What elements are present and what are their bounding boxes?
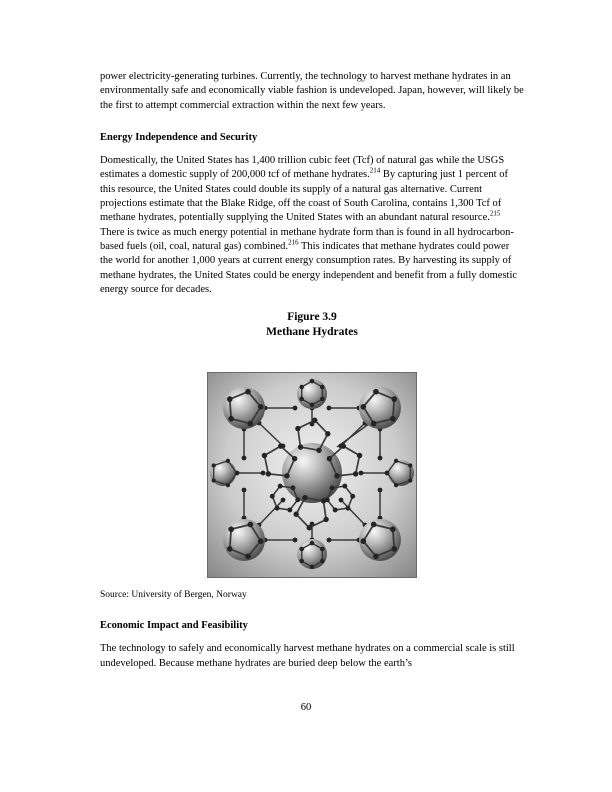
footnote-ref-215: 215 [489, 209, 501, 218]
figure-caption [100, 310, 524, 340]
footnote-ref-216: 216 [288, 238, 299, 247]
figure-source: Source: University of Bergen, Norway [100, 590, 247, 601]
text-segment: By capturing just 1 percent of this resource, the United States could double its supply of a natural gas alternative. Current projections estimate that the Blake Ridge, off the coast of South Carolina, contains 1,300 Tcf of methane hydrates, potentially supplying the United States with an abundant natural resource. [100, 169, 508, 224]
heading-economic-impact: Economic Impact and Feasibility [100, 620, 248, 632]
figure-label: Figure 3.9 [287, 311, 337, 324]
energy-paragraph [100, 154, 524, 297]
heading-energy-independence: Energy Independence and Security [100, 131, 258, 143]
intro-paragraph: power electricity-generating turbines. Currently, the technology to harvest methane hydrates in an environmentally safe and economically viable fashion is undeveloped. Japan, however, will likely be the first to attempt commercial extraction within the next few years. [100, 71, 524, 111]
page-content [100, 70, 524, 671]
economic-paragraph: The technology to safely and economically harvest methane hydrates on a commercial scale is still undeveloped. Because methane hydrates are buried deep below the earth’s [100, 643, 515, 669]
text-segment: Domestically, the United States has 1,400 trillion cubic feet (Tcf) of natural gas while the USGS estimates a domestic supply of 200,000 tcf of methane hydrates. [100, 155, 505, 181]
text-segment: This indicates that methane hydrates could power the world for another 1,000 years at current energy consumption rates. By harvesting its supply of methane hydrates, the United States could be energy independent and benefit from a fully domestic energy source for decades. [100, 240, 518, 295]
methane-hydrate-structure-image [207, 372, 417, 578]
figure-title: Methane Hydrates [266, 326, 358, 339]
text-segment: There is twice as much energy potential in methane hydrate form than is found in all hydrocarbon-based fuels (oil, coal, natural gas) combined. [100, 226, 514, 252]
footnote-ref-214: 214 [369, 166, 381, 175]
page-number: 60 [300, 702, 312, 713]
